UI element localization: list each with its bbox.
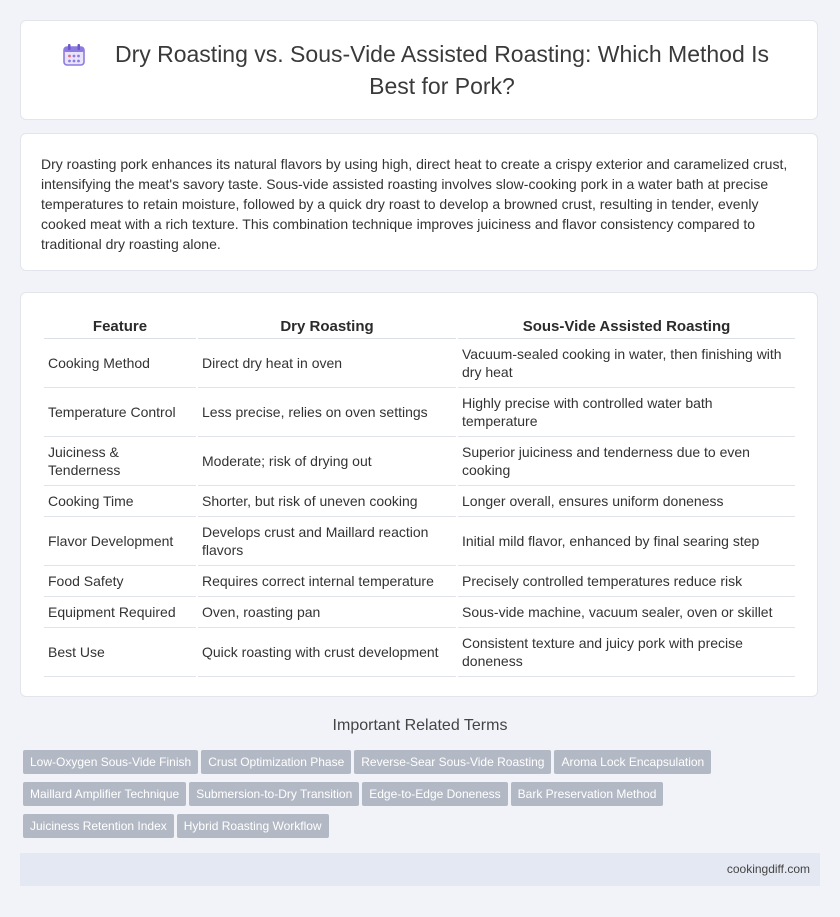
cell-dry: Less precise, relies on oven settings (198, 388, 456, 437)
cell-dry: Quick roasting with crust development (198, 628, 456, 677)
cell-sous-vide: Initial mild flavor, enhanced by final searing step (458, 517, 795, 566)
related-term-tag[interactable]: Hybrid Roasting Workflow (177, 814, 329, 838)
cell-sous-vide: Precisely controlled temperatures reduce risk (458, 566, 795, 597)
cell-dry: Direct dry heat in oven (198, 339, 456, 388)
cell-feature: Temperature Control (44, 388, 196, 437)
related-term-tag[interactable]: Reverse-Sear Sous-Vide Roasting (354, 750, 551, 774)
table-row (44, 437, 795, 486)
cell-feature: Cooking Method (44, 339, 196, 388)
cell-sous-vide: Highly precise with controlled water bath temperature (458, 388, 795, 437)
intro-card (20, 133, 818, 271)
header-sous-vide: Sous-Vide Assisted Roasting (458, 313, 795, 339)
related-term-tag[interactable]: Crust Optimization Phase (201, 750, 351, 774)
calendar-icon (61, 42, 87, 68)
cell-sous-vide: Superior juiciness and tenderness due to even cooking (458, 437, 795, 486)
table-header-row (44, 313, 795, 339)
cell-feature: Best Use (44, 628, 196, 677)
cell-dry: Develops crust and Maillard reaction flavors (198, 517, 456, 566)
related-term-tag[interactable]: Low-Oxygen Sous-Vide Finish (23, 750, 198, 774)
footer-bar (20, 853, 820, 886)
table-row (44, 597, 795, 628)
cell-sous-vide: Consistent texture and juicy pork with precise doneness (458, 628, 795, 677)
cell-sous-vide: Sous-vide machine, vacuum sealer, oven or skillet (458, 597, 795, 628)
header-dry-roasting: Dry Roasting (198, 313, 456, 339)
cell-dry: Shorter, but risk of uneven cooking (198, 486, 456, 517)
related-term-tag[interactable]: Aroma Lock Encapsulation (554, 750, 711, 774)
related-terms-list (23, 750, 823, 846)
cell-feature: Cooking Time (44, 486, 196, 517)
comparison-card (20, 292, 818, 697)
footer-site-link[interactable]: cookingdiff.com (726, 862, 810, 876)
related-term-tag[interactable]: Maillard Amplifier Technique (23, 782, 186, 806)
cell-feature: Food Safety (44, 566, 196, 597)
table-row (44, 517, 795, 566)
cell-sous-vide: Longer overall, ensures uniform doneness (458, 486, 795, 517)
cell-feature: Flavor Development (44, 517, 196, 566)
intro-paragraph: Dry roasting pork enhances its natural flavors by using high, direct heat to create a crispy exterior and caramelized crust, intensifying the meat's savory taste. Sous-vide assisted roasting involves slow-cooking pork in a water bath at precise temperatures to retain moisture, followed by a quick dry roast to develop a browned crust, resulting in tender, evenly cooked meat with a rich texture. This combination technique improves juiciness and flavor consistency compared to traditional dry roasting alone. (41, 156, 788, 252)
cell-sous-vide: Vacuum-sealed cooking in water, then finishing with dry heat (458, 339, 795, 388)
page-title: Dry Roasting vs. Sous-Vide Assisted Roasting: Which Method Is Best for Pork? (114, 41, 770, 99)
table-row (44, 486, 795, 517)
cell-feature: Equipment Required (44, 597, 196, 628)
title-card (20, 20, 818, 120)
cell-dry: Moderate; risk of drying out (198, 437, 456, 486)
related-term-tag[interactable]: Bark Preservation Method (511, 782, 664, 806)
table-row (44, 339, 795, 388)
related-term-tag[interactable]: Juiciness Retention Index (23, 814, 174, 838)
related-terms-heading: Important Related Terms (332, 717, 508, 734)
table-row (44, 388, 795, 437)
comparison-table (42, 313, 797, 677)
header-feature: Feature (44, 313, 196, 339)
related-term-tag[interactable]: Edge-to-Edge Doneness (362, 782, 507, 806)
table-row (44, 566, 795, 597)
related-term-tag[interactable]: Submersion-to-Dry Transition (189, 782, 359, 806)
cell-dry: Requires correct internal temperature (198, 566, 456, 597)
cell-dry: Oven, roasting pan (198, 597, 456, 628)
title-wrap (21, 38, 817, 102)
table-row (44, 628, 795, 677)
cell-feature: Juiciness & Tenderness (44, 437, 196, 486)
